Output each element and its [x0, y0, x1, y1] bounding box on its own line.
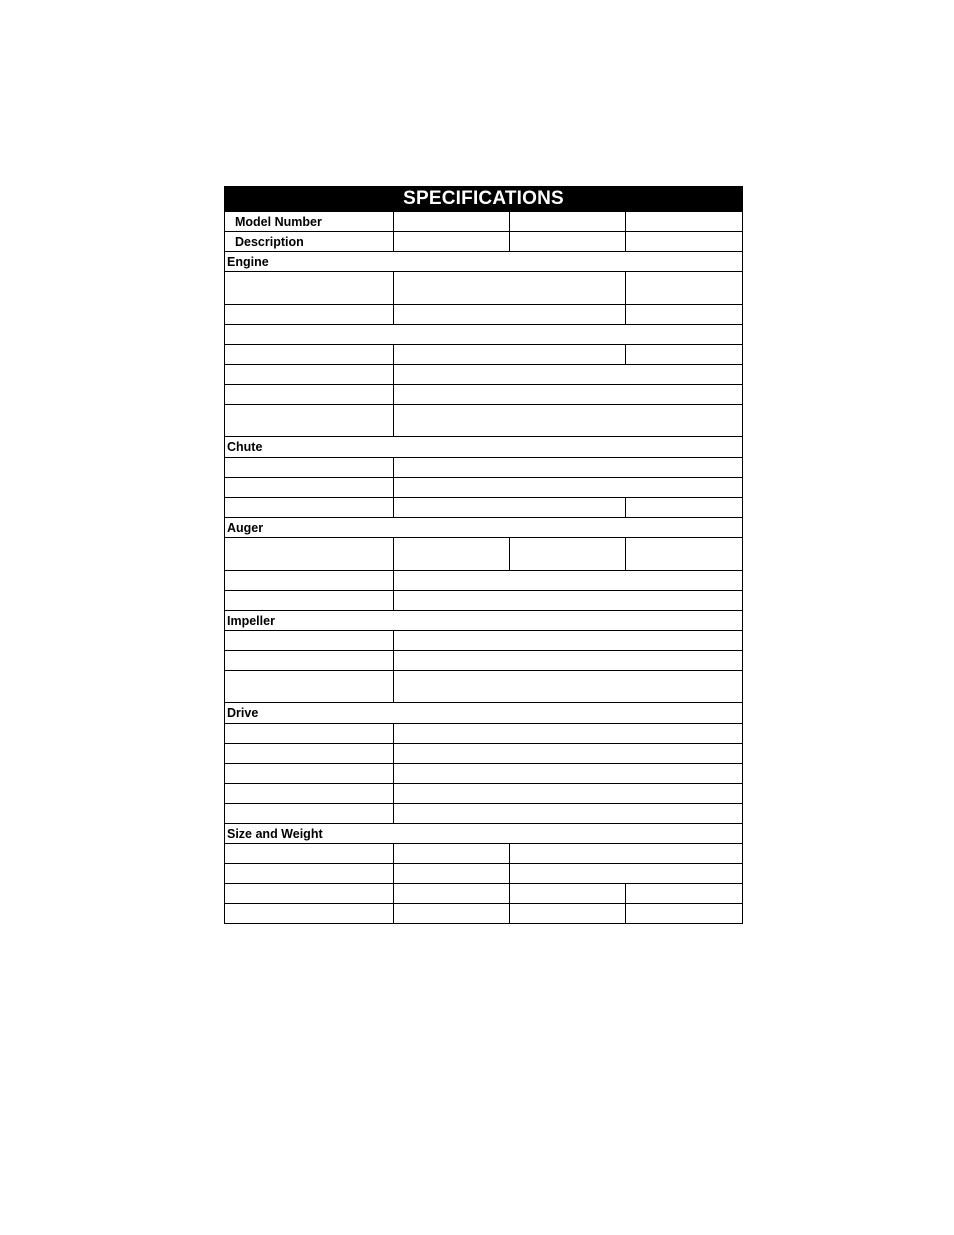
spec-cell	[225, 631, 394, 651]
spec-cell	[510, 212, 626, 232]
spec-cell	[626, 538, 743, 571]
spec-row	[225, 591, 743, 611]
spec-cell	[626, 212, 743, 232]
section-header-row	[225, 518, 743, 538]
spec-row	[225, 272, 743, 305]
title-row	[225, 187, 743, 212]
spec-cell	[626, 498, 743, 518]
spec-row	[225, 571, 743, 591]
spec-row	[225, 212, 743, 232]
spec-cell	[394, 478, 743, 498]
spec-row	[225, 671, 743, 703]
spec-cell	[394, 631, 743, 651]
spec-row	[225, 478, 743, 498]
spec-cell	[225, 651, 394, 671]
spec-cell	[394, 844, 510, 864]
spec-row	[225, 538, 743, 571]
spec-cell	[626, 305, 743, 325]
spec-row	[225, 784, 743, 804]
spec-cell	[225, 671, 394, 703]
row-label: Model Number	[225, 212, 394, 232]
spec-row	[225, 405, 743, 437]
specifications-table	[224, 186, 743, 924]
spec-cell	[510, 884, 626, 904]
spec-cell	[225, 538, 394, 571]
spec-cell	[394, 571, 743, 591]
spec-cell	[394, 784, 743, 804]
spec-row	[225, 305, 743, 325]
spec-cell	[394, 405, 743, 437]
section-label: Drive	[225, 703, 743, 724]
spec-row	[225, 458, 743, 478]
spec-row	[225, 904, 743, 924]
spec-cell	[225, 405, 394, 437]
spec-cell	[394, 671, 743, 703]
spec-cell	[394, 498, 626, 518]
spec-row	[225, 651, 743, 671]
spec-row	[225, 498, 743, 518]
spec-row	[225, 365, 743, 385]
spec-row	[225, 864, 743, 884]
spec-cell	[626, 272, 743, 305]
section-label: Engine	[225, 252, 743, 272]
section-label: Auger	[225, 518, 743, 538]
spec-cell	[225, 744, 394, 764]
section-header-row	[225, 611, 743, 631]
spec-row	[225, 631, 743, 651]
spec-cell	[394, 591, 743, 611]
spec-cell	[626, 904, 743, 924]
spec-cell	[225, 784, 394, 804]
spec-cell	[394, 904, 510, 924]
spec-cell	[394, 385, 743, 405]
spec-cell	[225, 591, 394, 611]
spec-row	[225, 232, 743, 252]
spec-cell	[394, 212, 510, 232]
spec-cell	[225, 804, 394, 824]
spec-row	[225, 884, 743, 904]
section-header-row	[225, 252, 743, 272]
section-header-row	[225, 437, 743, 458]
spec-cell	[394, 272, 626, 305]
section-label: Size and Weight	[225, 824, 743, 844]
spec-cell	[394, 232, 510, 252]
spec-cell	[225, 864, 394, 884]
spec-cell	[394, 305, 626, 325]
spec-cell	[225, 478, 394, 498]
spec-cell	[394, 764, 743, 784]
spec-cell	[394, 365, 743, 385]
spec-row	[225, 325, 743, 345]
spec-row	[225, 804, 743, 824]
spec-cell	[510, 904, 626, 924]
spec-cell	[225, 764, 394, 784]
spec-cell	[225, 305, 394, 325]
spec-cell	[225, 844, 394, 864]
spec-cell	[394, 651, 743, 671]
spec-row	[225, 345, 743, 365]
spec-cell	[225, 365, 394, 385]
spec-cell	[394, 345, 626, 365]
spec-row	[225, 764, 743, 784]
spec-cell	[225, 272, 394, 305]
spec-cell	[510, 864, 743, 884]
section-label: Chute	[225, 437, 743, 458]
spec-cell	[626, 232, 743, 252]
spec-cell	[510, 844, 743, 864]
spec-cell	[225, 458, 394, 478]
spec-cell	[626, 884, 743, 904]
spec-row	[225, 724, 743, 744]
spec-cell	[225, 724, 394, 744]
spec-cell	[225, 884, 394, 904]
section-header-row	[225, 703, 743, 724]
spec-cell	[225, 325, 743, 345]
spec-row	[225, 844, 743, 864]
spec-cell	[394, 724, 743, 744]
spec-cell	[225, 385, 394, 405]
spec-cell	[626, 345, 743, 365]
section-header-row	[225, 824, 743, 844]
spec-cell	[225, 571, 394, 591]
spec-cell	[225, 498, 394, 518]
spec-cell	[394, 864, 510, 884]
spec-row	[225, 744, 743, 764]
section-label: Impeller	[225, 611, 743, 631]
spec-cell	[225, 904, 394, 924]
spec-row	[225, 385, 743, 405]
spec-cell	[394, 458, 743, 478]
spec-cell	[394, 538, 510, 571]
spec-cell	[394, 804, 743, 824]
spec-cell	[510, 232, 626, 252]
spec-cell	[394, 884, 510, 904]
spec-cell	[510, 538, 626, 571]
page-title: SPECIFICATIONS	[225, 187, 743, 212]
row-label: Description	[225, 232, 394, 252]
spec-cell	[225, 345, 394, 365]
spec-cell	[394, 744, 743, 764]
